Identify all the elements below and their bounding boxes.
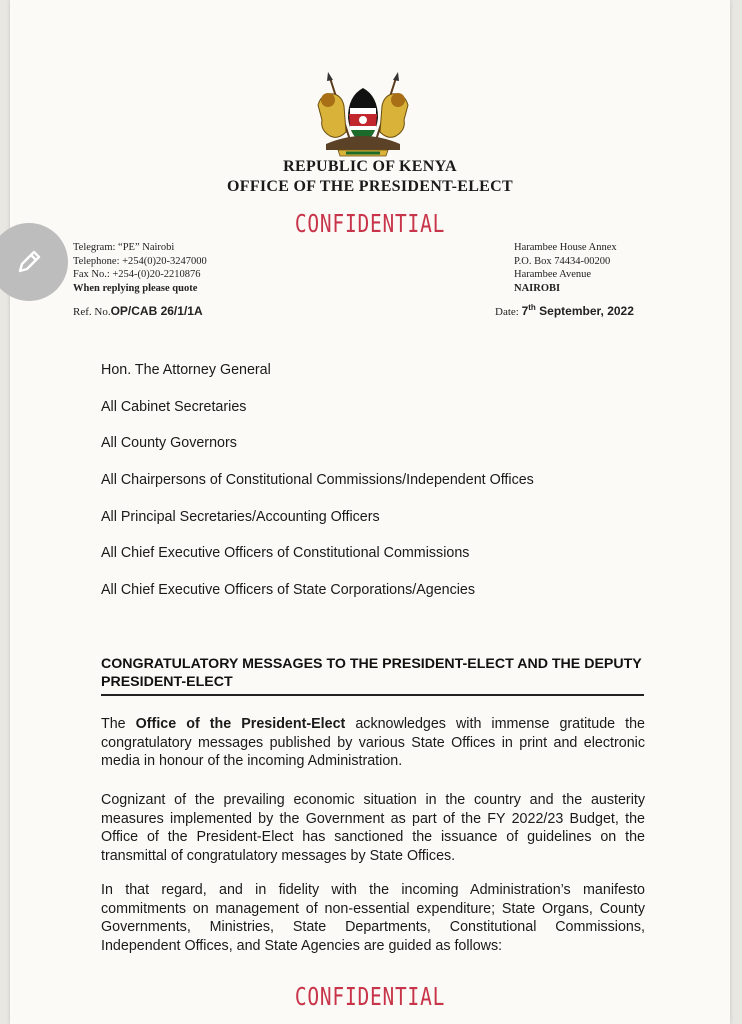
letter-date xyxy=(495,303,634,318)
office-title: OFFICE OF THE PRESIDENT-ELECT xyxy=(227,178,513,195)
address-line-3: Harambee Avenue xyxy=(514,269,592,280)
p1-lead: The xyxy=(101,716,136,732)
list-item: All Cabinet Secretaries xyxy=(101,398,247,415)
paragraph-2: Cognizant of the prevailing economic situation in the country and the austerity measures implemented by the Government as part of the FY 2022/23 Budget, the Office of the President-Elect has sanctioned the issuance of guidelines on the transmittal of congratulatory messages by State Offices. xyxy=(101,792,645,864)
republic-title: REPUBLIC OF KENYA xyxy=(283,158,457,175)
date-suffix: th xyxy=(528,303,536,312)
address-city: NAIROBI xyxy=(514,282,561,294)
paragraph-3: In that regard, and in fidelity with the incoming Administration’s manifesto commitments on management of non-essential expenditure; State Organs, County Governments, Ministries, State Departments, Constitutional Commissions, Independent Offices, and State Agencies are guided as follows: xyxy=(101,882,645,954)
telegram-line: Telegram: “PE” Nairobi xyxy=(73,242,175,253)
paragraph-1 xyxy=(101,715,645,771)
address-line-1: Harambee House Annex xyxy=(514,242,617,253)
list-item: All Chairpersons of Constitutional Commissions/Independent Offices xyxy=(101,472,534,489)
ref-label: Ref. No. xyxy=(73,306,111,318)
contact-block-left xyxy=(73,241,207,295)
ref-value: OP/CAB 26/1/1A xyxy=(110,304,203,318)
fax-line: Fax No.: +254-(0)20-2210876 xyxy=(73,269,201,280)
recipient-list xyxy=(101,360,534,617)
coat-of-arms-icon xyxy=(308,70,418,160)
date-label: Date: xyxy=(495,306,522,318)
confidential-stamp-bottom: CONFIDENTIAL xyxy=(294,982,446,1011)
list-item: All County Governors xyxy=(101,435,237,452)
date-day: 7 xyxy=(521,304,529,318)
address-line-2: P.O. Box 74434-00200 xyxy=(514,255,611,267)
subject-heading: CONGRATULATORY MESSAGES TO THE PRESIDENT-ELECT AND THE DEPUTY PRESIDENT-ELECT xyxy=(101,655,644,696)
list-item: All Chief Executive Officers of State Corporations/Agencies xyxy=(101,582,476,599)
date-rest: September, 2022 xyxy=(535,304,634,318)
confidential-stamp-top: CONFIDENTIAL xyxy=(294,209,446,238)
pencil-icon xyxy=(14,247,44,277)
p1-bold: Office of the President-Elect xyxy=(135,716,346,732)
reply-note: When replying please quote xyxy=(73,282,198,294)
telephone-line: Telephone: +254(0)20-3247000 xyxy=(73,255,207,267)
list-item: All Chief Executive Officers of Constitutional Commissions xyxy=(101,545,470,562)
reference-number xyxy=(73,304,203,318)
letter-page xyxy=(10,0,730,1024)
list-item: Hon. The Attorney General xyxy=(101,362,271,378)
contact-block-right xyxy=(514,241,617,295)
list-item: All Principal Secretaries/Accounting Officers xyxy=(101,508,380,525)
p1-rest: acknowledges with immense gratitude the congratulatory messages published by various State Offices in print and electronic media in honour of the incoming Administration. xyxy=(101,716,645,769)
